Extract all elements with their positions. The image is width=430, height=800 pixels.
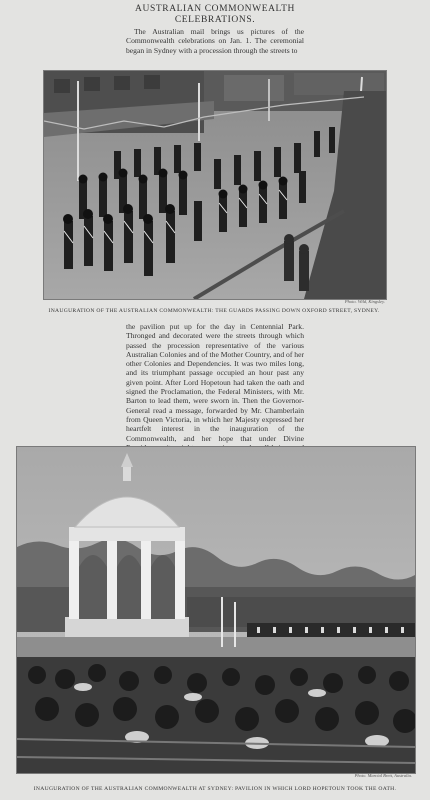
headline-line-2: CELEBRATIONS. xyxy=(174,15,256,25)
article-intro-text: The Australian mail brings us pictures of the Commonwealth celebrations on Jan. 1. The ceremonial began in Sydney with a procession through the streets to xyxy=(126,27,304,55)
procession-photo-credit: Photo. Wild, Kingsley. xyxy=(344,299,385,304)
headline-line-1: AUSTRALIAN COMMONWEALTH xyxy=(135,4,295,14)
procession-photo-illustration xyxy=(44,71,386,299)
pavilion-photo-illustration xyxy=(17,447,415,773)
pavilion-photo xyxy=(16,446,416,774)
pavilion-photo-caption: INAUGURATION OF THE AUSTRALIAN COMMONWEALTH AT SYDNEY: PAVILION IN WHICH LORD HOPETOUN TOOK THE OATH. xyxy=(33,786,397,792)
article-headline xyxy=(0,4,430,26)
procession-photo-caption: INAUGURATION OF THE AUSTRALIAN COMMONWEALTH: THE GUARDS PASSING DOWN OXFORD STREET, SYDNEY. xyxy=(48,308,380,314)
article-body-text: the pavilion put up for the day in Centennial Park. Thronged and decorated were the streets through which passed the procession representative of the various Australian Colonies and of the Mother Country, and of her other Colonies and Dependencies. It was two miles long, and its triumphant passage occupied an hour past any given point. After Lord Hopetoun had taken the oath and signed the Proclamation, the Federal Ministers, with Mr. Barton to lead them, were sworn in. Then the Governor-General read a message, forwarded by Mr. Chamberlain from Queen Victoria, in which her Majesty expressed her heartfelt interest in the inauguration of the Commonwealth, and her hope that under Divine xyxy=(126,322,304,443)
pavilion-photo-credit: Photo. Marcial Brett, Australia. xyxy=(354,773,412,778)
procession-photo xyxy=(43,70,387,300)
